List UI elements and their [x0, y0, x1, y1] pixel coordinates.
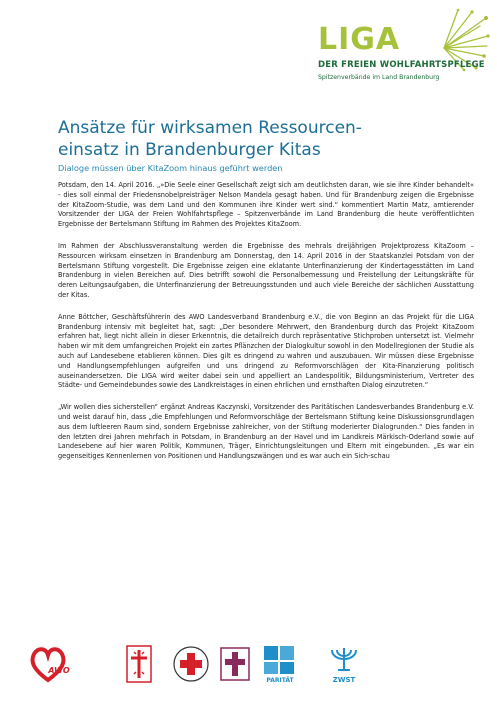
title-line-2: einsatz in Brandenburger Kitas: [58, 140, 321, 160]
paragraph: Potsdam, den 14. April 2016. „»Die Seele einer Gesellschaft zeigt sich am deutlichsten daran, wie sie ihre Kinder behandelt« - dies soll einmal der Friedensnobelpreisträger Nelson Mandela gesagt haben. Und für Brandenburg zeigen die Ergebnisse der KitaZoom-Studie, was dem Land und den Kommunen ihre Kinder wert sind.“ kommentiert Martin Matz, amtierender Vorsitzender der LIGA der Freien Wohlfahrtspflege – Spitzenverbände im Land Brandenburg die heute veröffentlichten Ergebnisse der Bertelsmann Stiftung im Rahmen des Projektes KitaZoom.: [58, 181, 474, 229]
red-cross-logo: [172, 644, 210, 684]
paritaet-label: PARITÄT: [266, 677, 294, 684]
title-line-1: Ansätze für wirksamen Ressourcen-: [58, 118, 362, 138]
diakonie-cross-icon: [220, 644, 250, 684]
zwst-logo: [326, 644, 362, 684]
logo-subtagline: Spitzenverbände im Land Brandenburg: [318, 74, 440, 81]
zwst-label: ZWST: [332, 676, 356, 684]
menorah-icon: [326, 644, 362, 674]
paritaet-logo: [260, 644, 300, 684]
paragraph: Anne Böttcher, Geschäftsführerin des AWO Landesverband Brandenburg e.V., die von Beginn an das Projekt für die LIGA Brandenburg intensiv mit begleitet hat, sagt: „Der besondere Mehrwert, den Brandenburg durch das Projekt KitaZoom erfahren hat, liegt nicht allein in dieser Erkenntnis, die detailreich durch repräsentative Stichproben untersetzt ist. Vielmehr haben wir mit dem umfangreichen Projekt ein zartes Pflänzchen der Dialogkultur sowohl in den Modellregionen der Studie als auch auf Landesebene etablieren können. Dies gilt es dringend zu wahren und auszubauen. Wir müssen diese Ergebnisse und Handlungsempfehlungen aufgreifen und uns dringend zu Reformvorschlägen der Kita-Finanzierung politisch auseinandersetzen. Die LIGA wird weiter dabei sein und appelliert an Landespolitik, Bildungsministerium, Vertreter des Städte- und Gemeindebundes sowie des Landkreistages in einen ehrlichen und ernsthaften Dialog einzutreten.“: [58, 312, 474, 390]
logo-tagline: DER FREIEN WOHLFAHRTSPFLEGE: [318, 60, 485, 70]
page-title: [58, 117, 478, 161]
caritas-cross-icon: [126, 644, 152, 684]
awo-logo: [30, 644, 74, 684]
paritaet-squares-icon: [260, 644, 300, 676]
diakonie-logo: [220, 644, 250, 684]
page-subtitle: Dialoge müssen über KitaZoom hinaus geführt werden: [58, 163, 283, 173]
article-body: [58, 181, 474, 474]
liga-logo: [318, 20, 488, 108]
caritas-logo: [126, 644, 152, 684]
logo-wordmark: LIGA: [318, 22, 401, 57]
paragraph: „Wir wollen dies sicherstellen“ ergänzt Andreas Kaczynski, Vorsitzender des Paritätischen Landesverbandes Brandenburg e.V. und weist darauf hin, dass „die Empfehlungen und Reformvorschläge der Bertelsmann Stiftung keine Diskussionsgrundlagen aus dem luftleeren Raum sind, sondern Ergebnisse zahlreicher, von der Stiftung moderierter Dialogrunden.“ Dies fanden in den letzten drei Jahren mehrfach in Potsdam, in Brandenburg an der Havel und im Landkreis Märkisch-Oderland sowie auf Landesebene auf hier waren Politik, Kommunen, Träger, Einrichtungsleitungen und Eltern mit eingebunden. „Es war ein gegenseitiges Kennenlernen von Positionen und Handlungszwängen und es war auch ein Sich-schau: [58, 403, 474, 461]
awo-label: AWO: [48, 666, 70, 675]
red-cross-icon: [172, 644, 210, 684]
awo-heart-icon: [30, 644, 74, 684]
member-logos: [0, 640, 497, 690]
paragraph: Im Rahmen der Abschlussveranstaltung werden die Ergebnisse des mehrals dreijährigen Projektprozess KitaZoom – Ressourcen wirksam einsetzen in Brandenburg am Donnerstag, den 14. April 2016 in der Staatskanzlei Potsdam von der Bertelsmann Stiftung vorgestellt. Die Ergebnisse zeigen eine eklatante Unterfinanzierung der Kindertagesstätten im Land Brandenburg in vielen Bereichen auf. Dies betrifft sowohl die Personalbemessung und Freistellung der Leitungskräfte für deren Leitungsaufgaben, die Unterfinanzierung der Betreuungsstunden und auch viele Bereiche der sächlichen Ausstattung der Kitas.: [58, 241, 474, 299]
